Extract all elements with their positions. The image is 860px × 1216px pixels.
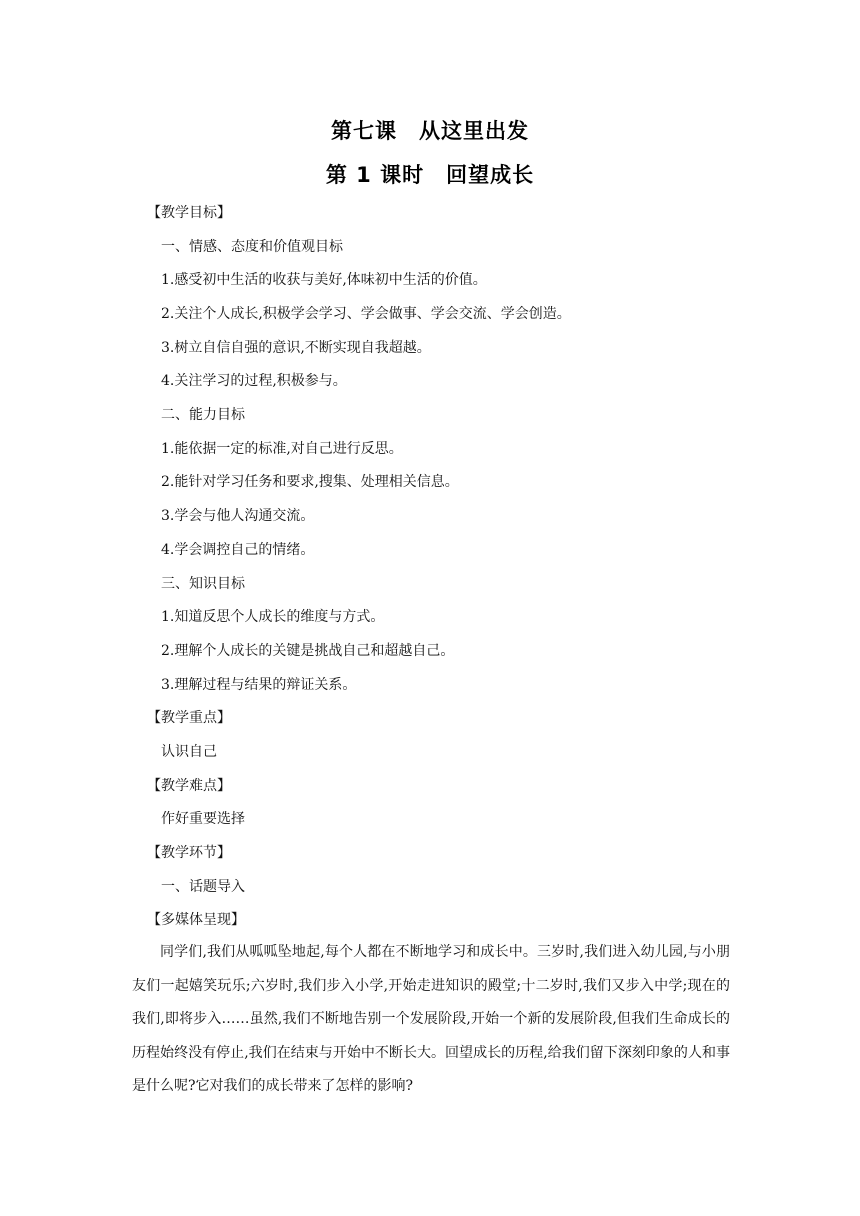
section-heading-difficulties: 【教学难点】	[147, 778, 231, 794]
objective-item: 1.能依据一定的标准,对自己进行反思。	[161, 441, 403, 457]
objective-item: 3.学会与他人沟通交流。	[161, 508, 315, 524]
objective-category: 一、情感、态度和价值观目标	[161, 239, 343, 255]
objective-item: 2.关注个人成长,积极学会学习、学会做事、学会交流、学会创造。	[161, 306, 571, 322]
objective-category: 二、能力目标	[161, 407, 245, 423]
intro-paragraph: 同学们,我们从呱呱坠地起,每个人都在不断地学习和成长中。三岁时,我们进入幼儿园,与小朋友们一起嬉笑玩乐;六岁时,我们步入小学,开始走进知识的殿堂;十二岁时,我们又步入中学;现在的我们,即将步入……虽然,我们不断地告别一个发展阶段,开始一个新的发展阶段,但我们生命成长的历程始终没有停止,我们在结束与开始中不断长大。回望成长的历程,给我们留下深刻印象的人和事是什么呢?它对我们的成长带来了怎样的影响?	[132, 944, 730, 1094]
key-point-text: 认识自己	[161, 744, 217, 760]
multimedia-heading: 【多媒体呈现】	[147, 912, 245, 928]
section-heading-teaching-steps: 【教学环节】	[147, 845, 231, 861]
objective-item: 1.知道反思个人成长的维度与方式。	[161, 609, 385, 625]
objective-category: 三、知识目标	[161, 576, 245, 592]
objective-item: 1.感受初中生活的收获与美好,体味初中生活的价值。	[161, 272, 487, 288]
lesson-subtitle: 第 1 课时 回望成长	[325, 163, 535, 187]
objective-item: 3.树立自信自强的意识,不断实现自我超越。	[161, 340, 431, 356]
objective-item: 2.能针对学习任务和要求,搜集、处理相关信息。	[161, 474, 459, 490]
lesson-title: 第七课 从这里出发	[331, 119, 529, 143]
step-heading: 一、话题导入	[161, 879, 245, 895]
objective-item: 3.理解过程与结果的辩证关系。	[161, 677, 357, 693]
difficulty-text: 作好重要选择	[161, 811, 245, 827]
objective-item: 4.学会调控自己的情绪。	[161, 542, 315, 558]
objective-item: 2.理解个人成长的关键是挑战自己和超越自己。	[161, 643, 455, 659]
section-heading-key-points: 【教学重点】	[147, 710, 231, 726]
objective-item: 4.关注学习的过程,积极参与。	[161, 373, 347, 389]
section-heading-objectives: 【教学目标】	[147, 205, 231, 221]
